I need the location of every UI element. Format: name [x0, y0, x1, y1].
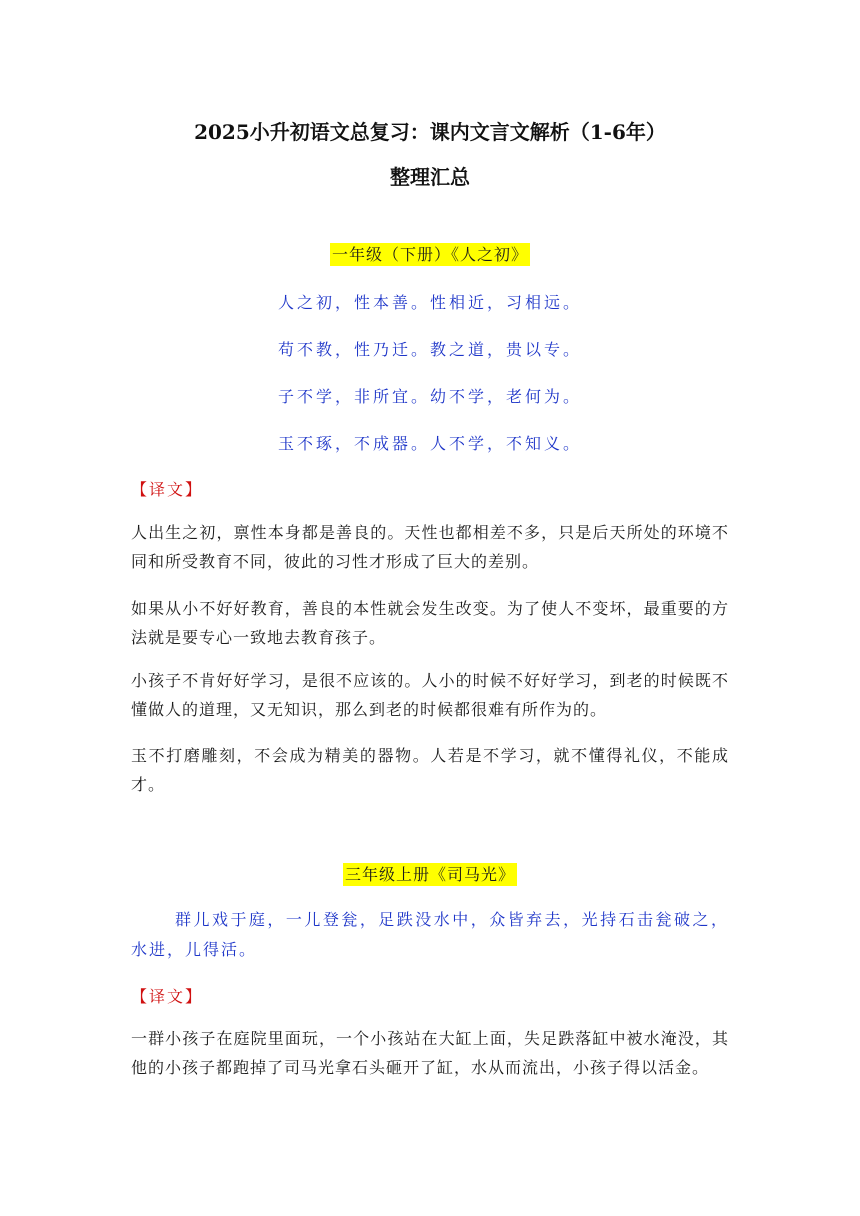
translation-paragraph: 玉不打磨雕刻，不会成为精美的器物。人若是不学习，就不懂得礼仪，不能成才。 [131, 746, 729, 794]
classical-line: 子不学，非所宜。幼不学，老何为。 [277, 387, 582, 406]
translation-paragraph: 一群小孩子在庭院里面玩，一个小孩站在大缸上面，失足跌落缸中被水淹没，其他的小孩子都跑掉了司马光拿石头砸开了缸，水从而流出，小孩子得以活金。 [131, 1029, 729, 1077]
translation-paragraph: 小孩子不肯好好学习，是很不应该的。人小的时候不好好学习，到老的时候既不懂做人的道理，又无知识，那么到老的时候都很难有所作为的。 [131, 671, 729, 719]
classical-passage: 群儿戏于庭，一儿登瓮，足跌没水中，众皆弃去，光持石击瓮破之，水进，儿得活。 [131, 910, 729, 959]
section-heading-ren-zhi-chu [0, 242, 860, 265]
translation-paragraph: 人出生之初，禀性本身都是善良的。天性也都相差不多，只是后天所处的环境不同和所受教育不同，彼此的习性才形成了巨大的差别。 [131, 523, 729, 571]
classical-line: 玉不琢，不成器。人不学，不知义。 [277, 434, 582, 453]
translation-paragraph: 如果从小不好好教育，善良的本性就会发生改变。为了使人不变坏，最重要的方法就是要专心一致地去教育孩子。 [131, 599, 729, 647]
document-title-line1: 2025小升初语文总复习：课内文言文解析（1-6年） [194, 120, 666, 144]
classical-line: 人之初，性本善。性相近，习相远。 [277, 293, 582, 312]
section-heading-text: 三年级上册《司马光》 [344, 865, 515, 884]
section-heading-sima-guang [0, 862, 860, 885]
translation-label: 【译文】 [131, 480, 204, 499]
translation-label: 【译文】 [131, 987, 204, 1006]
classical-line: 苟不教，性乃迁。教之道，贵以专。 [277, 340, 582, 359]
document-title-line2: 整理汇总 [390, 165, 470, 189]
section-heading-text: 一年级（下册）《人之初》 [331, 245, 528, 264]
